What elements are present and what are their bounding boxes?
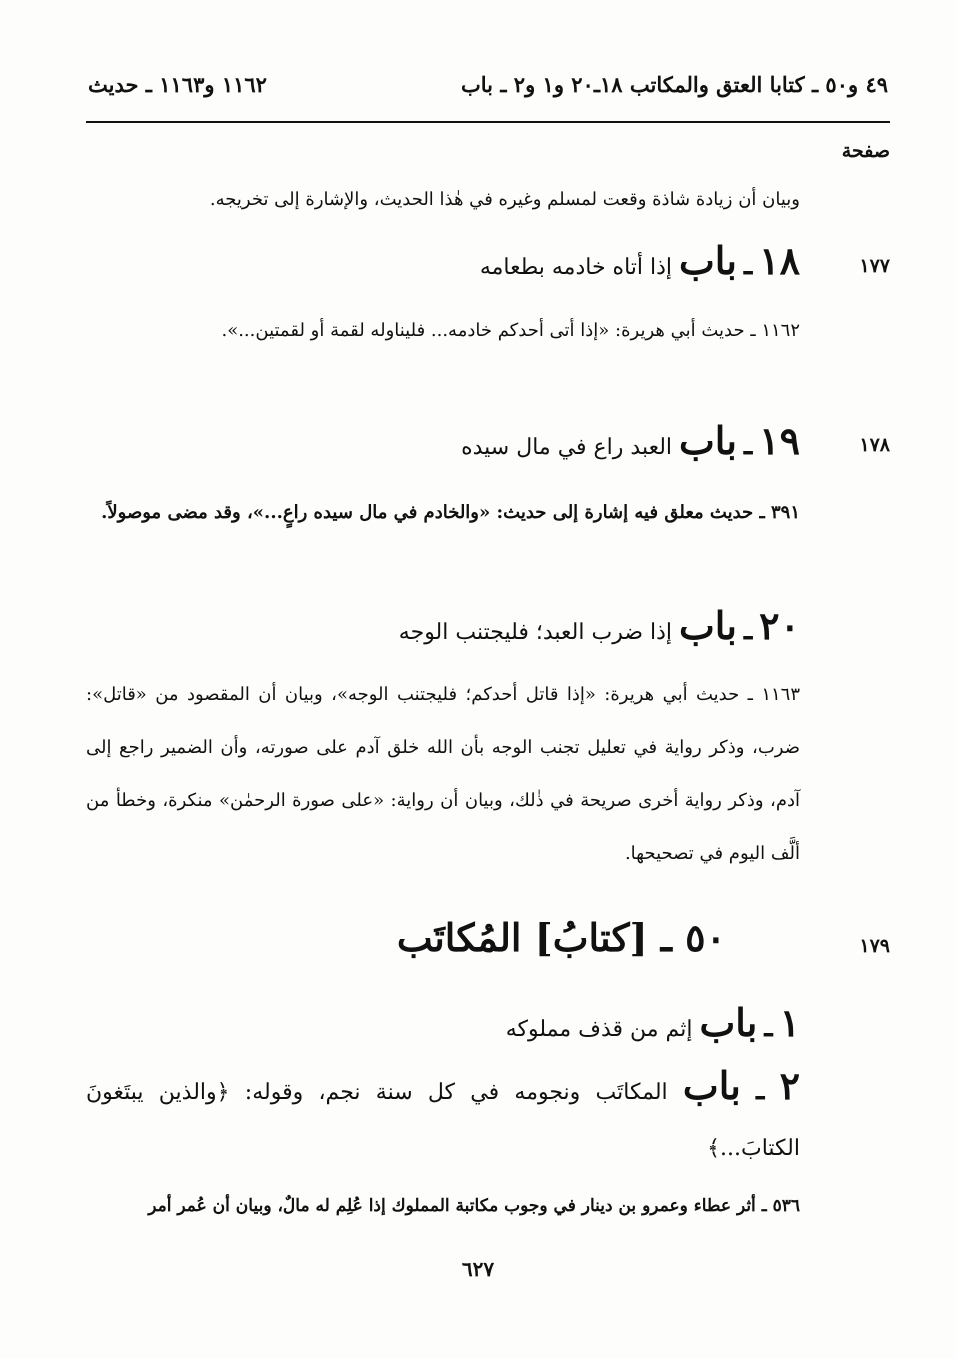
margin-page-ref-177: ١٧٧	[859, 255, 890, 277]
page-column-label: صفحة	[841, 140, 890, 162]
bab-number: ٢	[779, 1063, 801, 1108]
bab-heading-19	[461, 418, 800, 463]
bab-heading-18	[480, 238, 800, 283]
margin-page-ref-179: ١٧٩	[859, 935, 890, 957]
bab-dash: ـ	[764, 1010, 773, 1043]
athar-536-text: ٥٣٦ ـ أثر عطاء وعمرو بن دينار في وجوب مكاتبة المملوك إذا عُلِم له مالٌ، وبيان أن عُمر أمر	[148, 1196, 800, 1216]
bab-word: باب	[699, 1000, 758, 1045]
bab-dash: ـ	[743, 248, 753, 281]
bab-title: إثم من قذف مملوكه	[505, 1017, 693, 1042]
bab-number: ١	[779, 1000, 800, 1045]
bab-word: باب	[679, 238, 737, 283]
running-header-title: ٤٩ و٥٠ ـ كتابا العتق والمكاتب ١٨ـ٢٠ و١ و٢ ـ باب	[461, 72, 888, 97]
hadith-391-text: ٣٩١ ـ حديث معلق فيه إشارة إلى حديث: «والخادم في مال سيده راعٍ...»، وقد مضى موصولاً.	[101, 502, 800, 523]
bab-number: ١٩	[759, 418, 800, 463]
bab-word: باب	[679, 418, 737, 463]
bab-heading-20	[399, 603, 800, 648]
bab-title: العبد راع في مال سيده	[461, 435, 673, 460]
bab-number: ١٨	[759, 238, 800, 283]
bab-dash: ـ	[743, 613, 753, 646]
running-header-hadith-range: ١١٦٢ و١١٦٣ ـ حديث	[88, 72, 267, 97]
page-number: ٦٢٧	[461, 1257, 495, 1281]
hadith-1162-text: ١١٦٢ ـ حديث أبي هريرة: «إذا أتى أحدكم خادمه... فليناوله لقمة أو لقمتين...».	[221, 320, 800, 341]
header-rule	[86, 121, 890, 123]
bab-word: باب	[682, 1063, 741, 1108]
bab-title: إذا ضرب العبد؛ فليجتنب الوجه	[398, 620, 673, 645]
bab-heading-2	[86, 1058, 800, 1177]
bab-title: إذا أتاه خادمه بطعامه	[479, 255, 673, 280]
bab-number: ٢٠	[759, 603, 800, 648]
bab-word: باب	[679, 603, 737, 648]
bab-title: المكاتَب ونجومه في كل سنة نجم، وقوله: ﴿والذين يبتَغونَ الكتابَ...﴾	[86, 1080, 800, 1161]
bab-dash: ـ	[743, 428, 753, 461]
margin-page-ref-178: ١٧٨	[859, 434, 890, 456]
intro-text: وبيان أن زيادة شاذة وقعت لمسلم وغيره في هٰذا الحديث، والإشارة إلى تخريجه.	[209, 189, 800, 210]
hadith-1163-text: ١١٦٣ ـ حديث أبي هريرة: «إذا قاتل أحدكم؛ فليجتنب الوجه»، وبيان أن المقصود من «قاتل»: ضرب، وذكر رواية في تعليل تجنب الوجه بأن الله خلق آدم على صورته، وأن الضمير راجع إلى آدم، وذكر رواية أخرى صريحة في ذٰلك، وبيان أن رواية: «على صورة الرحمٰن» منكرة، وخطأ من ألَّف اليوم في تصحيحها.	[86, 684, 800, 864]
book-heading: ٥٠ ـ [كتابُ] المُكاتَب	[396, 915, 726, 960]
bab-dash: ـ	[756, 1073, 765, 1106]
bab-heading-1	[506, 1000, 800, 1045]
